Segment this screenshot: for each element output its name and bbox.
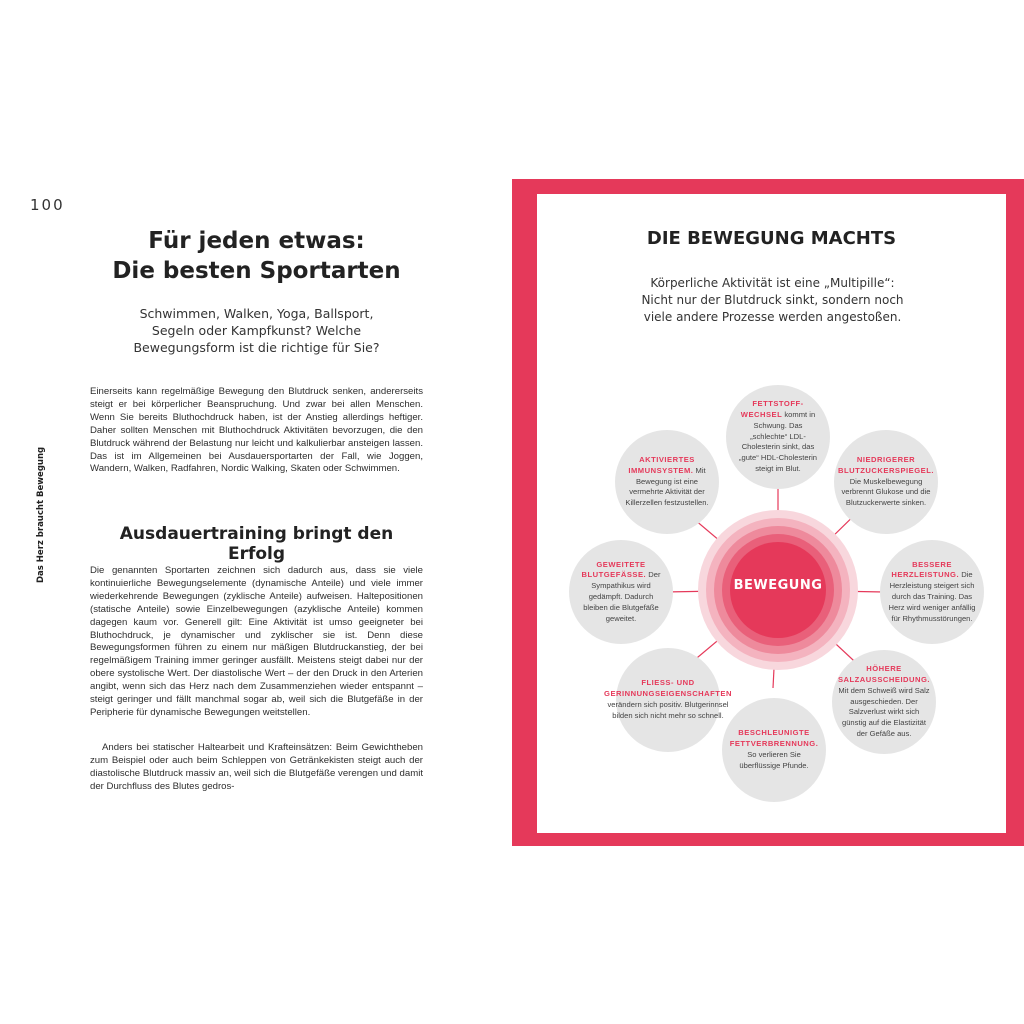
effect-bubble [722, 698, 826, 802]
body-paragraph-1: Einerseits kann regelmäßige Bewegung den Blutdruck senken, andererseits steigt er bei körperlicher Beanspruchung. Und zwar bei allen Menschen. Wenn Sie bereits Bluthochdruck haben, ist der Anstieg allerdings heftiger. Daher sollten Menschen mit Bluthochdruck Aktivitäten bevorzugen, die den Blutdruck während der Belastung nur leicht und kalkulierbar ansteigen lassen. Das ist im Allgemeinen bei Ausdauersportarten der Fall, wie Joggen, Wandern, Walken, Radfahren, Nordic Walking, Skaten oder Schwimmen. [90, 386, 423, 475]
effect-bubble [880, 540, 984, 644]
effect-description: So verlieren Sie überflüssige Pfunde. [739, 750, 809, 770]
panel-intro [600, 275, 945, 326]
center-label: BEWEGUNG [733, 578, 823, 593]
effect-description: verändern sich positiv. Blutgerinnsel bilden sich nicht mehr so schnell. [607, 700, 729, 720]
subtitle-line: Segeln oder Kampfkunst? Welche [151, 323, 362, 338]
effect-description: Die Herzleistung steigert sich durch das Training. Das Herz wird weniger anfällig für Rhythmusstörungen. [888, 570, 976, 623]
effect-heading: FLIESS- UND GERINNUNGSEIGENSCHAFTEN [604, 678, 732, 699]
effect-heading: BESSERE HERZLEISTUNG. [891, 559, 960, 580]
panel-title: DIE BEWEGUNG MACHTS [646, 228, 897, 249]
effect-bubble [569, 540, 673, 644]
panel-intro-line: Nicht nur der Blutdruck sinkt, sondern noch [641, 293, 904, 307]
effect-text [730, 728, 819, 771]
page-number: 100 [30, 196, 65, 214]
effect-text [838, 455, 934, 509]
effect-description: kommt in Schwung. Das „schlechte“ LDL-Cholesterin sinkt, das „gute“ HDL-Cholesterin steigt im Blut. [738, 410, 818, 473]
subtitle-line: Bewegungsform ist die richtige für Sie? [133, 340, 380, 355]
effect-description: Mit dem Schweiß wird Salz ausgeschieden. Der Salzverlust wirkt sich günstig auf die Elastizität der Gefäße aus. [838, 685, 930, 738]
effect-text [604, 678, 732, 721]
body-paragraph-2: Die genannten Sportarten zeichnen sich dadurch aus, dass sie viele kontinuierliche Bewegungselemente (dynamische Anteile) und viele immer wiederkehrende Bewegungen (zyklische Anteile) aufweisen. Haltepositionen (statische Anteile) sowie Einzelbewegungen (azyklische Anteile) kommen dagegen kaum vor. Generell gilt: Eine Aktivität ist umso geeigneter bei Bluthochdruck, je dynamischer und zyklischer sie ist. Denn diese Bewegungsformen führen zu einem nur mäßigen Blutdruckanstieg, der bei regelmäßigem Training immer geringer ausfällt. Meistens steigt dabei nur der obere systolische Wert. Der diastolische Wert – der den Druck in den Arterien angibt, wenn sich das Herz nach dem Zusammenziehen wieder entspannt – steigt geringer und fällt manchmal sogar ab, weil sich die Blutgefäße in der Peripherie für dynamische Bewegungen weitstellen. [90, 565, 423, 718]
effect-text [888, 560, 976, 625]
effect-heading: BESCHLEUNIGTE FETTVERBRENNUNG. [729, 728, 819, 749]
effect-text [734, 399, 822, 475]
panel-intro-line: Körperliche Aktivität ist eine „Multipille“: [650, 276, 895, 290]
effect-heading: FETTSTOFF-WECHSEL [740, 399, 804, 419]
running-head [34, 443, 48, 583]
body-paragraph-3: Anders bei statischer Haltearbeit und Krafteinsätzen: Beim Gewichtheben zum Beispiel oder auch beim Schleppen von Getränkekisten steigt auch der diastolische Blutdruck massiv an, weil sich die Blutgefäße verengen und damit der Durchfluss des Blutes gedros- [90, 742, 423, 792]
effect-heading: HÖHERE SALZAUSSCHEIDUNG. [837, 664, 931, 684]
effect-text [577, 560, 665, 625]
panel-intro-line: viele andere Prozesse werden angestoßen. [643, 310, 902, 324]
effect-heading: NIEDRIGERER BLUTZUCKERSPIEGEL. [838, 455, 934, 475]
effect-bubble [832, 650, 936, 754]
section-heading: Ausdauertraining bringt den Erfolg [119, 524, 394, 564]
effect-heading: GEWEITETE BLUTGEFÄSSE. [581, 559, 647, 580]
effect-bubble [604, 648, 732, 752]
subtitle-line: Schwimmen, Walken, Yoga, Ballsport, [139, 306, 374, 321]
effect-description: Die Muskelbewegung verbrennt Glukose und die Blutzuckerwerte sinken. [841, 476, 931, 508]
effect-bubble [726, 385, 830, 489]
effect-text [838, 664, 930, 740]
subtitle [90, 305, 423, 356]
effect-description: Der Sympathikus wird gedämpft. Dadurch bleiben die Blutgefäße geweitet. [583, 570, 661, 623]
effect-heading: AKTIVIERTES IMMUNSYSTEM. [628, 455, 695, 475]
page-title [90, 226, 423, 286]
effect-bubble [834, 430, 938, 534]
page-title-line: Für jeden etwas: [148, 228, 365, 254]
effect-bubble [615, 430, 719, 534]
page-title-line: Die besten Sportarten [112, 258, 401, 284]
effect-description: Mit Bewegung ist eine vermehrte Aktivität der Killerzellen festzustellen. [625, 465, 709, 508]
running-head-text: Das Herz braucht Bewegung [36, 446, 46, 583]
effect-text [623, 455, 711, 509]
